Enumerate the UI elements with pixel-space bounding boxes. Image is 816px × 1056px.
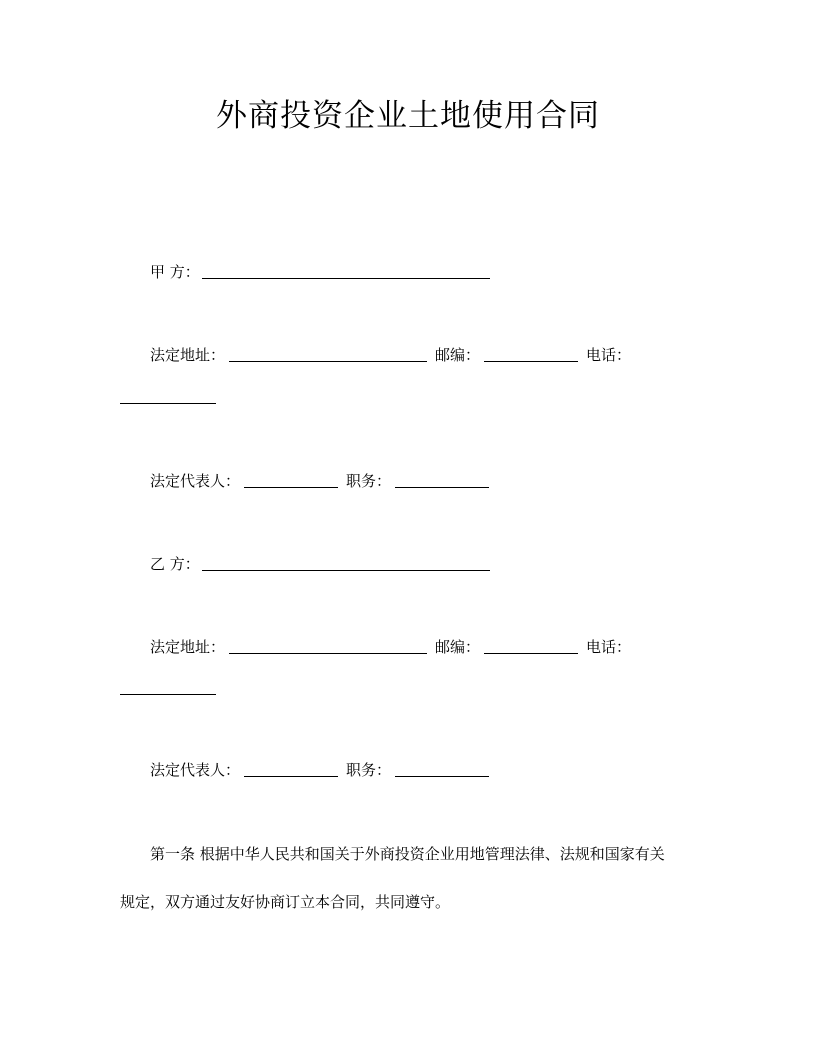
party-b-phone-label: 电话： [586, 638, 632, 656]
party-a-phone-blank[interactable] [120, 403, 216, 404]
party-b-line [150, 554, 490, 574]
party-a-position-blank[interactable] [395, 472, 489, 488]
article-1-line-2: 规定，双方通过友好协商订立本合同，共同遵守。 [120, 893, 451, 911]
party-a-address-blank[interactable] [229, 346, 427, 362]
article-1-line-1: 第一条 根据中华人民共和国关于外商投资企业用地管理法律、法规和国家有关 [150, 845, 665, 863]
party-b-address-blank[interactable] [229, 638, 427, 654]
party-b-address-line [150, 637, 631, 657]
party-b-position-blank[interactable] [395, 761, 489, 777]
party-a-address-line [150, 345, 631, 365]
party-b-postcode-label: 邮编： [435, 638, 481, 656]
party-b-phone-blank[interactable] [120, 694, 216, 695]
document-title: 外商投资企业土地使用合同 [216, 98, 600, 134]
party-a-address-label: 法定地址： [150, 346, 226, 364]
party-a-phone-label: 电话： [586, 346, 632, 364]
article-1 [120, 844, 720, 912]
party-a-blank[interactable] [202, 263, 490, 279]
party-b-rep-blank[interactable] [244, 761, 338, 777]
party-a-rep-line [150, 471, 489, 491]
party-a-postcode-label: 邮编： [435, 346, 481, 364]
party-a-postcode-blank[interactable] [484, 346, 578, 362]
party-b-rep-label: 法定代表人： [150, 761, 241, 779]
party-b-postcode-blank[interactable] [484, 638, 578, 654]
party-a-position-label: 职务： [346, 472, 392, 490]
party-a-rep-blank[interactable] [244, 472, 338, 488]
party-a-rep-label: 法定代表人： [150, 472, 241, 490]
party-b-blank[interactable] [202, 555, 490, 571]
party-b-position-label: 职务： [346, 761, 392, 779]
party-a-label: 甲 方： [150, 263, 200, 281]
party-b-rep-line [150, 760, 489, 780]
party-a-line [150, 262, 490, 282]
party-b-address-label: 法定地址： [150, 638, 226, 656]
party-b-label: 乙 方： [150, 555, 200, 573]
